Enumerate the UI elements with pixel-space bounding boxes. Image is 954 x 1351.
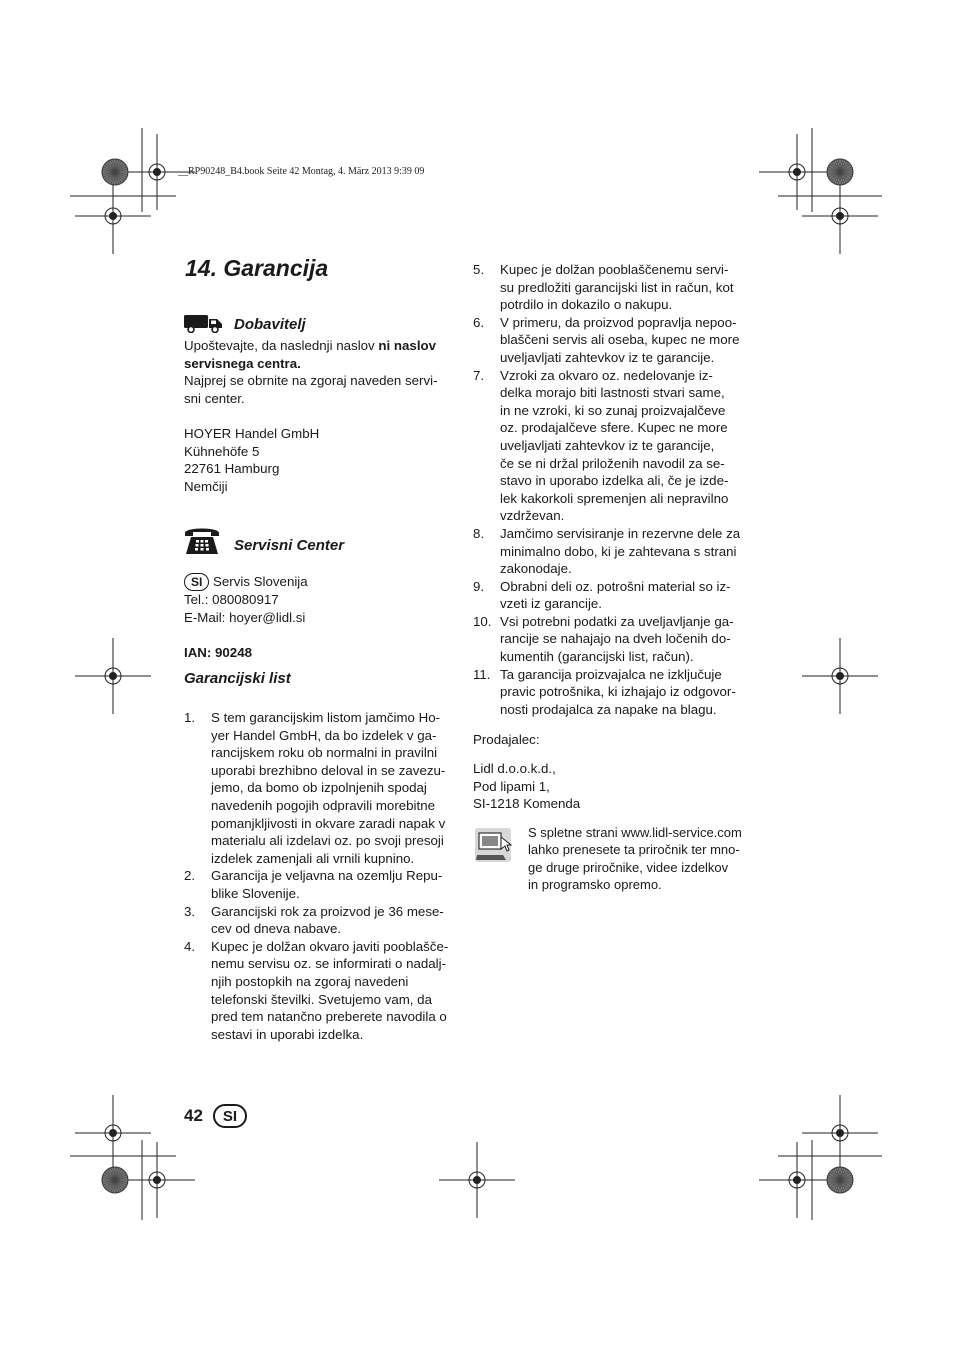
registration-mark-icon xyxy=(119,1142,195,1218)
warranty-terms-left xyxy=(184,709,464,1043)
warranty-term-line: uveljavljati zahtevkov iz te garancije, xyxy=(500,437,715,453)
page-title: 14. Garancija xyxy=(185,255,329,281)
address-line: HOYER Handel GmbH xyxy=(184,426,320,441)
address-line: Nemčiji xyxy=(184,478,228,494)
supplier-intro xyxy=(184,337,459,407)
supplier-heading: Dobavitelj xyxy=(234,316,306,333)
telephone-icon xyxy=(183,524,221,556)
warranty-term-item xyxy=(473,525,763,578)
warranty-term-number: 8. xyxy=(473,525,485,541)
registration-mark-icon xyxy=(75,638,151,714)
seller-address-line: SI-1218 Komenda xyxy=(473,796,581,812)
color-target-icon xyxy=(102,1167,128,1193)
registration-mark-icon xyxy=(802,178,878,254)
warranty-term-line: Kupec je dolžan okvaro javiti pooblašče- xyxy=(211,938,449,954)
warranty-term-line: uveljavljati zahtevkov iz te garancije. xyxy=(500,349,715,365)
address-line: 22761 Hamburg xyxy=(184,461,280,477)
warranty-term-line: rancijskem roku ob normalni in pravilni xyxy=(211,745,438,761)
download-note xyxy=(528,824,742,894)
warranty-term-number: 7. xyxy=(473,367,485,383)
warranty-term-line: delka morajo biti lastnosti stvari same, xyxy=(500,385,725,401)
warranty-term-line: kumentih (garancijski list, račun). xyxy=(500,649,694,665)
warranty-term-line: S tem garancijskim listom jamčimo Ho- xyxy=(211,710,441,725)
warranty-term-line: su predložiti garancijski list in račun, kot xyxy=(500,279,734,295)
warranty-term-line: yer Handel GmbH, da bo izdelek v ga- xyxy=(211,727,437,743)
supplier-note-line: sni center. xyxy=(184,390,245,406)
warranty-term-item xyxy=(184,867,464,902)
supplier-intro-bold-2: servisnega centra. xyxy=(184,355,301,371)
warranty-term-line: cev od dneva nabave. xyxy=(211,921,342,937)
warranty-term-number: 3. xyxy=(184,903,196,919)
warranty-term-number: 1. xyxy=(184,710,196,725)
warranty-term-line: nosti prodajalca za napake na blagu. xyxy=(500,701,717,717)
warranty-terms-right xyxy=(473,261,763,718)
color-target-icon xyxy=(102,159,128,185)
warranty-term-item xyxy=(184,938,464,1044)
warranty-term-line: telefonski številki. Svetujemo vam, da xyxy=(211,991,432,1007)
warranty-term-item xyxy=(184,709,464,867)
service-name: Servis Slovenija xyxy=(213,574,308,589)
page-country-badge: SI xyxy=(213,1104,247,1128)
service-email: E-Mail: hoyer@lidl.si xyxy=(184,610,306,626)
warranty-term-number: 11. xyxy=(473,666,491,682)
warranty-term-line: materialu ali izdelavi oz. po svoji presoji xyxy=(211,833,444,849)
warranty-term-line: Ta garancija proizvajalca ne izključuje xyxy=(500,666,722,682)
warranty-term-line: rancije se nahajajo na dveh ločenih do- xyxy=(500,631,731,647)
print-header-line: __RP90248_B4.book Seite 42 Montag, 4. März 2013 9:39 09 xyxy=(178,166,425,177)
warranty-term-line: vzeti iz garancije. xyxy=(500,596,602,612)
page-footer xyxy=(184,1104,247,1128)
warranty-term-number: 4. xyxy=(184,938,196,954)
warranty-term-item xyxy=(473,261,763,314)
seller-label: Prodajalec: xyxy=(473,732,540,747)
warranty-term-line: uporabi brezhibno deloval in se zavezu- xyxy=(211,762,446,778)
warranty-term-line: izdelek zamenjali ali vrnili kupnino. xyxy=(211,850,415,866)
warranty-term-number: 5. xyxy=(473,262,485,277)
warranty-term-line: Vzroki za okvaro oz. nedelovanje iz- xyxy=(500,367,713,383)
address-line: Kühnehöfe 5 xyxy=(184,443,260,459)
supplier-note-line: Najprej se obrnite na zgoraj naveden servi- xyxy=(184,373,438,389)
registration-mark-icon xyxy=(75,1095,151,1171)
warranty-term-line: blaščeni servis ali oseba, kupec ne more xyxy=(500,332,740,348)
warranty-term-line: minimalno dobo, ki je zahtevana s strani xyxy=(500,543,737,559)
registration-mark-icon xyxy=(802,638,878,714)
registration-mark-icon xyxy=(759,134,835,210)
seller-address xyxy=(473,760,580,813)
warranty-term-line: jemo, da bomo ob izpolnjenih spodaj xyxy=(211,780,427,796)
registration-mark-icon xyxy=(802,1095,878,1171)
color-target-icon xyxy=(827,1167,853,1193)
warranty-card-heading: Garancijski list xyxy=(184,670,291,687)
warranty-term-line: lek kakorkoli spremenjen ali nepravilno xyxy=(500,490,729,506)
warranty-term-line: zakonodaje. xyxy=(500,561,572,577)
warranty-term-line: njih postopkih na zgoraj navedeni xyxy=(211,973,409,989)
warranty-term-item xyxy=(184,903,464,938)
warranty-term-line: pred tem natančno preberete navodila o xyxy=(211,1009,447,1025)
warranty-term-line: če se ni držal priloženih navodil za se- xyxy=(500,455,725,471)
warranty-term-line: stavo in uporabo izdelka ali, če je izde- xyxy=(500,473,729,489)
warranty-term-line: potrdilo in dokazilo o nakupu. xyxy=(500,297,673,313)
truck-icon xyxy=(184,313,224,333)
warranty-term-line: blike Slovenije. xyxy=(211,885,300,901)
page-number: 42 xyxy=(184,1106,203,1125)
ian-number: IAN: 90248 xyxy=(184,645,252,660)
warranty-term-line: Vsi potrebni podatki za uveljavljanje ga- xyxy=(500,613,734,629)
warranty-term-line: Obrabni deli oz. potrošni material so iz- xyxy=(500,578,731,594)
registration-mark-icon xyxy=(75,178,151,254)
warranty-term-line: navedenih pogojih odpravili morebitne xyxy=(211,797,435,813)
seller-address-line: Pod lipami 1, xyxy=(473,778,550,794)
warranty-term-line: nemu servisu oz. se informirati o nadalj- xyxy=(211,956,447,972)
warranty-term-item xyxy=(473,578,763,613)
color-target-icon xyxy=(827,159,853,185)
warranty-term-line: sestavi in uporabi izdelka. xyxy=(211,1026,364,1042)
warranty-term-line: Jamčimo servisiranje in rezervne dele za xyxy=(500,525,741,541)
warranty-term-number: 2. xyxy=(184,868,196,884)
warranty-term-number: 6. xyxy=(473,314,485,330)
warranty-term-line: Garancijski rok za proizvod je 36 mese- xyxy=(211,903,444,919)
supplier-intro-bold: ni naslov xyxy=(378,338,437,353)
warranty-term-line: pomanjkljivosti in okvare zaradi napak v xyxy=(211,815,446,831)
supplier-address xyxy=(184,425,459,495)
seller-address-line: Lidl d.o.o.k.d., xyxy=(473,761,556,776)
registration-mark-icon xyxy=(759,1142,835,1218)
download-computer-icon xyxy=(474,827,512,863)
download-note-line: S spletne strani www.lidl-service.com xyxy=(528,825,742,840)
warranty-term-item xyxy=(473,367,763,525)
warranty-term-number: 9. xyxy=(473,578,485,594)
warranty-term-item xyxy=(473,666,763,719)
warranty-term-line: Garancija je veljavna na ozemlju Repu- xyxy=(211,868,443,884)
warranty-term-line: oz. prodajalčeve sfere. Kupec ne more xyxy=(500,420,728,436)
warranty-term-number: 10. xyxy=(473,613,492,629)
service-phone: Tel.: 080080917 xyxy=(184,592,279,608)
download-note-line: in programsko opremo. xyxy=(528,877,662,893)
warranty-term-item xyxy=(473,314,763,367)
warranty-term-line: V primeru, da proizvod popravlja nepoo- xyxy=(500,314,737,330)
warranty-term-line: pravic potrošnika, ki izhajajo iz odgovor- xyxy=(500,684,736,700)
download-note-line: lahko prenesete ta priročnik ter mno- xyxy=(528,842,740,858)
service-center-heading: Servisni Center xyxy=(234,537,345,554)
service-center-info xyxy=(184,573,459,627)
registration-mark-icon xyxy=(439,1142,515,1218)
warranty-term-item xyxy=(473,613,763,666)
warranty-term-line: Kupec je dolžan pooblaščenemu servi- xyxy=(500,262,729,277)
warranty-term-line: in ne vzroki, ki so zunaj proizvajalčeve xyxy=(500,402,726,418)
country-badge: SI xyxy=(184,573,209,591)
warranty-term-line: vzdrževan. xyxy=(500,508,565,524)
supplier-intro-text: Upoštevajte, da naslednji naslov xyxy=(184,338,379,353)
download-note-line: ge druge priročnike, videe izdelkov xyxy=(528,859,729,875)
